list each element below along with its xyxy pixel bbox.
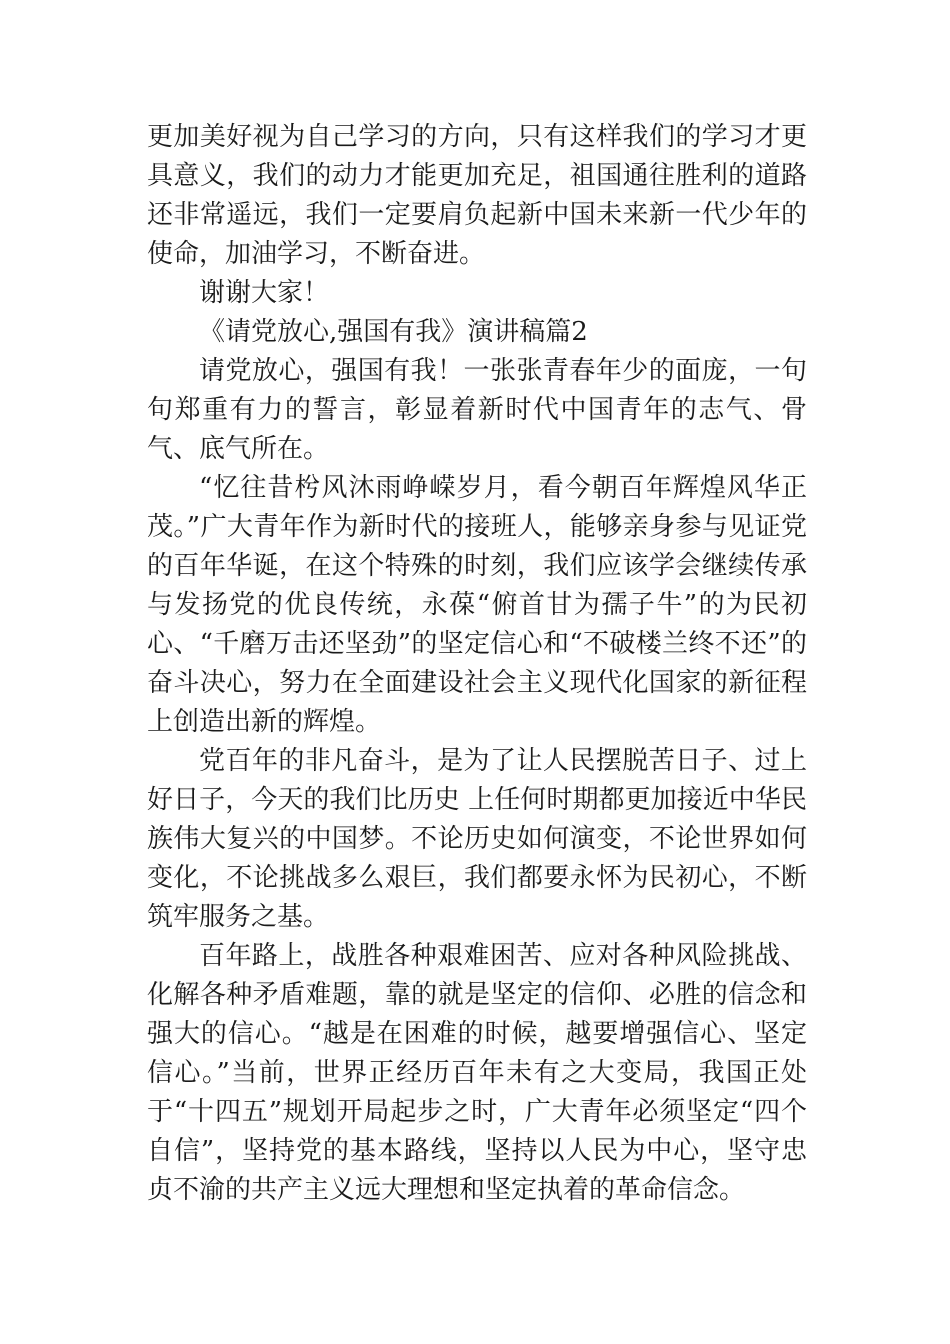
- paragraph-1: 请党放心，强国有我！一张张青春年少的面庞，一句句郑重有力的誓言，彰显着新时代中国青年的志气、骨气、底气所在。: [147, 356, 807, 464]
- paragraph-3: 党百年的非凡奋斗，是为了让人民摆脱苦日子、过上好日子，今天的我们比历史 上任何时期都更加接近中华民族伟大复兴的中国梦。不论历史如何演变，不论世界如何变化，不论挑战多么艰巨，我们都要永怀为民初心，不断筑牢服务之基。: [147, 746, 807, 932]
- paragraph-4: 百年路上，战胜各种艰难困苦、应对各种风险挑战、化解各种矛盾难题，靠的就是坚定的信仰、必胜的信念和强大的信心。“越是在困难的时候，越要增强信心、坚定信心。”当前，世界正经历百年未有之大变局，我国正处于“十四五”规划开局起步之时，广大青年必须坚定“四个自信”，坚持党的基本路线，坚持以人民为中心，坚守忠贞不渝的共产主义远大理想和坚定执着的革命信念。: [147, 941, 807, 1205]
- paragraph-thanks: 谢谢大家！: [199, 278, 330, 308]
- section-heading: 《请党放心,强国有我》演讲稿篇2: [199, 317, 588, 347]
- document-body: [147, 118, 807, 1210]
- paragraph-2: “忆往昔枍风沐雨峥嵘岁月，看今朝百年辉煌风华正茂。”广大青年作为新时代的接班人，能够亲身参与见证党的百年华诞，在这个特殊的时刻，我们应该学会继续传承与发扬党的优良传统，永葆“俯首甘为孺子牛”的为民初心、“千磨万击还坚劲”的坚定信心和“不破楼兰终不还”的奋斗决心，努力在全面建设社会主义现代化国家的新征程上创造出新的辉煌。: [147, 473, 807, 737]
- paragraph-continuation: 更加美好视为自己学习的方向，只有这样我们的学习才更具意义，我们的动力才能更加充足，祖国通往胜利的道路还非常遥远，我们一定要肩负起新中国未来新一代少年的使命，加油学习，不断奋进。: [147, 122, 807, 269]
